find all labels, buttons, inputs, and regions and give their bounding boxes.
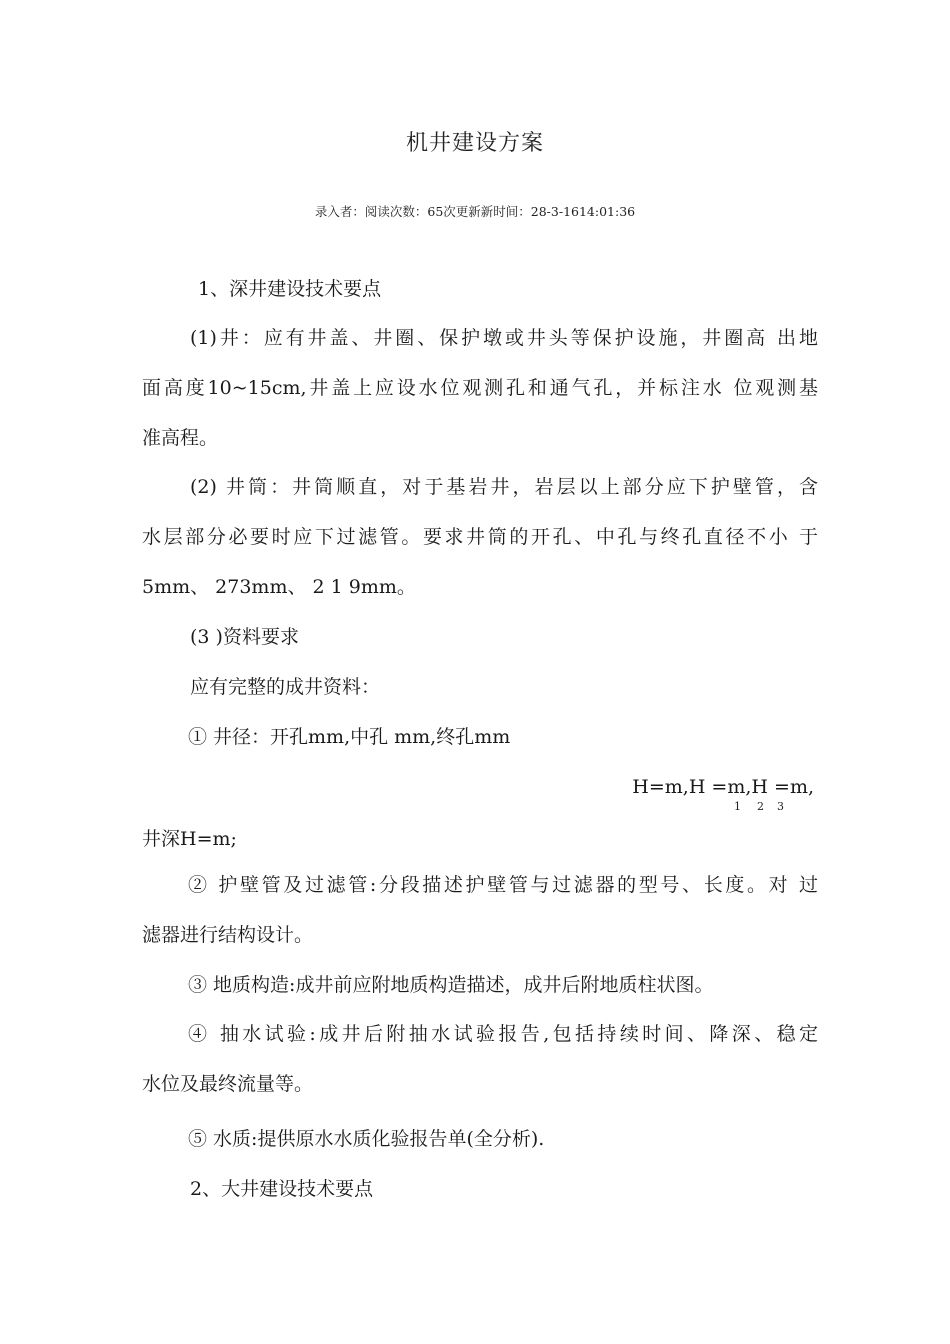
paragraph-line: 井深H=m; [142,828,237,850]
section-heading-2: 2、大井建设技术要点 [190,1178,374,1200]
paragraph-line: 面高度10~15cm,井盖上应设水位观测孔和通气孔，并标注水 位观测基 [142,377,818,399]
subscript: 3 [777,800,784,813]
paragraph-line: 5mm、 273mm、 2 1 9mm。 [142,576,416,598]
paragraph-line: 准高程。 [142,427,219,449]
document-meta: 录入者：阅读次数：65次更新新时间：28-3-1614:01:36 [314,204,636,219]
paragraph-line: 滤器进行结构设计。 [142,924,314,946]
paragraph-line: 应有完整的成井资料： [190,676,381,698]
formula-line: H=m,H =m,H =m, [632,776,814,798]
list-item: ① 井径：开孔mm,中孔 mm,终孔mm [188,726,511,748]
paragraph-line: (2) 井筒：井筒顺直，对于基岩井，岩层以上部分应下护壁管，含 [190,476,818,498]
list-item: ② 护壁管及过滤管:分段描述护壁管与过滤器的型号、长度。对 过 [188,874,818,896]
document-title: 机井建设方案 [405,131,544,156]
paragraph-line: 水位及最终流量等。 [142,1073,314,1095]
subsection-heading: (3 )资料要求 [190,626,299,648]
list-item: ③ 地质构造:成井前应附地质构造描述，成井后附地质柱状图。 [188,974,714,996]
subscript: 1 [734,800,741,813]
list-item: ④ 抽水试验:成井后附抽水试验报告,包括持续时间、降深、稳定 [188,1023,818,1045]
paragraph-line: 水层部分必要时应下过滤管。要求井筒的开孔、中孔与终孔直径不小 于 [142,526,818,548]
section-heading-1: 1、深井建设技术要点 [198,278,382,300]
list-item: ⑤ 水质:提供原水水质化验报告单(全分析). [188,1128,545,1150]
subscript: 2 [757,800,764,813]
paragraph-line: (1)井：应有井盖、井圈、保护墩或井头等保护设施，井圈高 出地 [190,327,818,349]
